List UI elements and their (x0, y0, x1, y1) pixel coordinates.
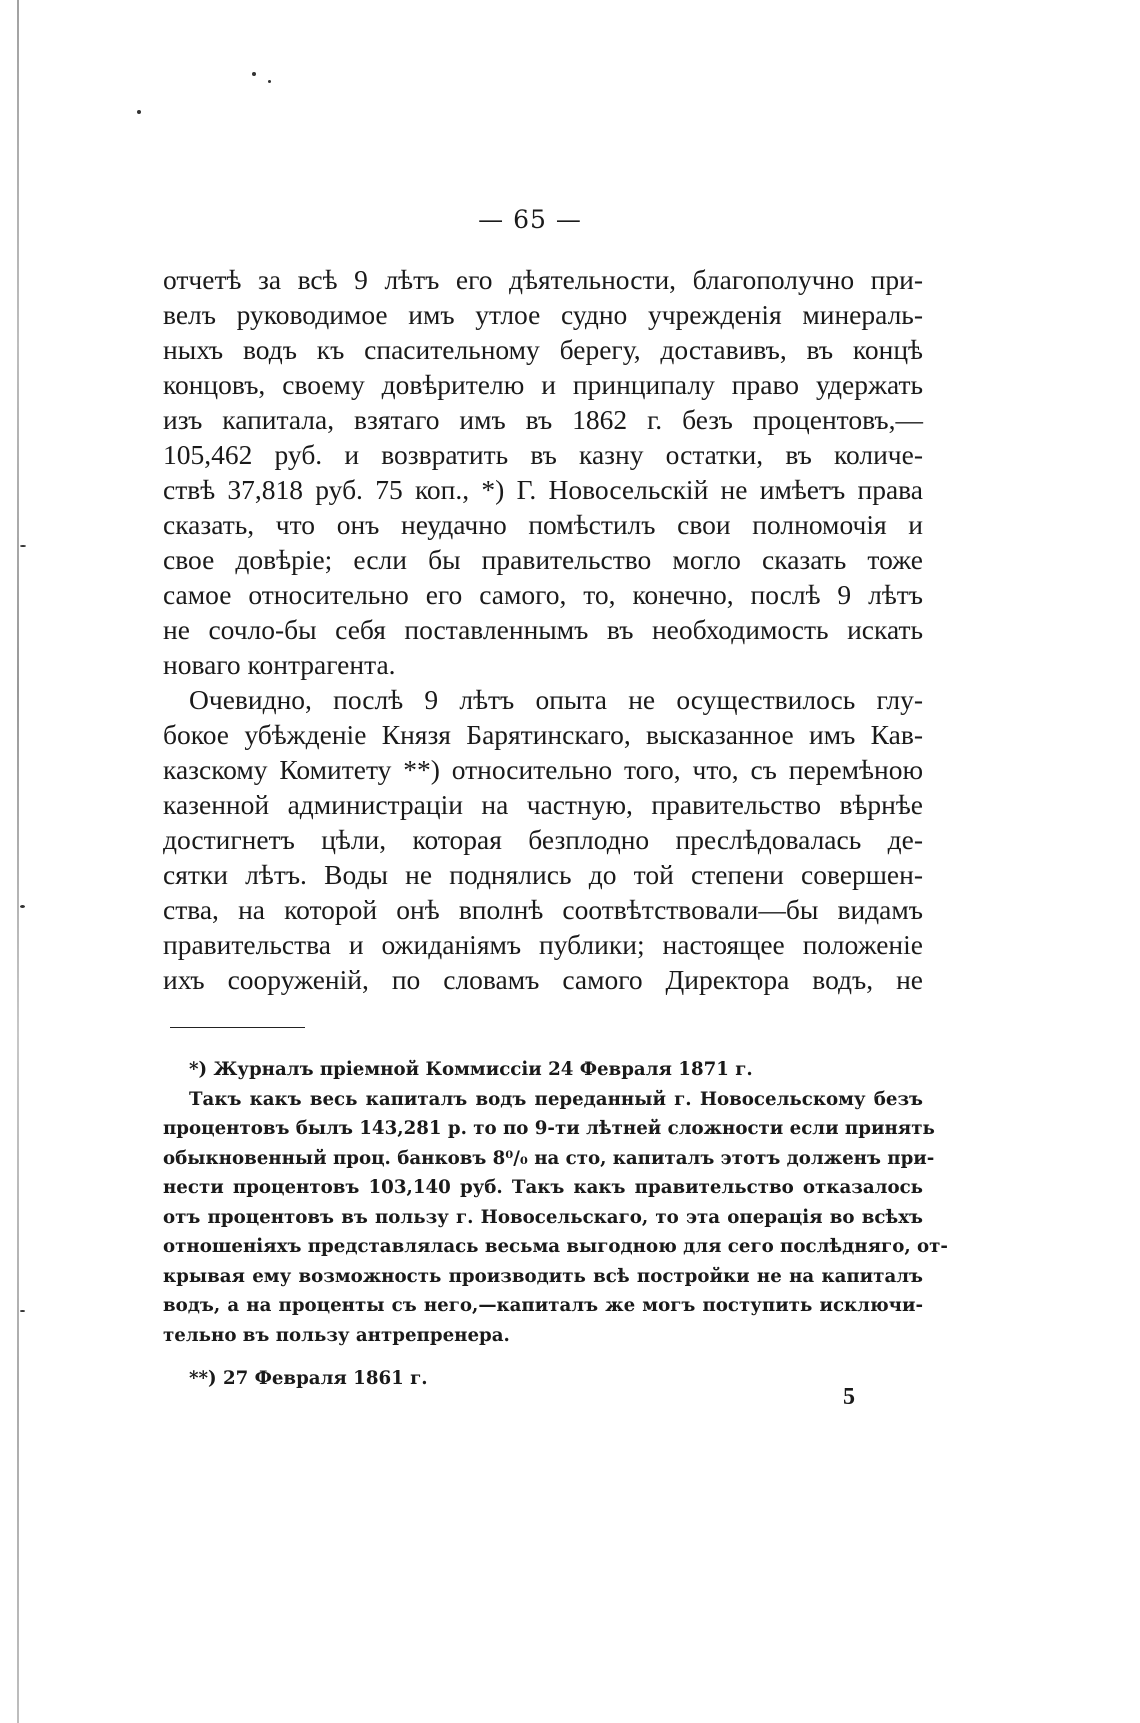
footnote-1-line: нести процентовъ 103,140 руб. Такъ какъ правительство отказалось (163, 1177, 923, 1198)
text-line: ствѣ 37,818 руб. 75 коп., *) Г. Новосельскій не имѣетъ права (163, 474, 923, 505)
scan-speck (137, 110, 141, 114)
text-line: Очевидно, послѣ 9 лѣтъ опыта не осуществилось глу- (189, 684, 923, 715)
footnote-2: **) 27 Февраля 1861 г. (189, 1368, 428, 1389)
footnote-1-line: обыкновенный проц. банковъ 8⁰/₀ на сто, капиталъ этотъ долженъ при- (163, 1147, 935, 1169)
text-line: 105,462 руб. и возвратить въ казну остатки, въ количе- (163, 439, 923, 470)
scan-speck (20, 905, 25, 908)
footnote-divider (170, 1027, 305, 1028)
text-line: отчетѣ за всѣ 9 лѣтъ его дѣятельности, благополучно при- (163, 264, 923, 295)
text-line: самое относительно его самого, то, конечно, послѣ 9 лѣтъ (163, 579, 923, 610)
scan-speck (20, 545, 26, 547)
text-line: бокое убѣжденіе Князя Барятинскаго, высказанное имъ Кав- (163, 719, 923, 750)
signature-mark: 5 (843, 1384, 855, 1410)
footnote-1-line: процентовъ былъ 143,281 р. то по 9-ти лѣтней сложности если принять (163, 1118, 935, 1139)
scan-speck (20, 1310, 25, 1312)
text-line: ства, на которой онѣ вполнѣ соотвѣтствовали—бы видамъ (163, 894, 923, 925)
scan-edge-line (17, 0, 19, 1723)
footnote-1-line: Такъ какъ весь капиталъ водъ переданный г. Новосельскому безъ (189, 1088, 923, 1110)
text-line: казскому Комитету **) относительно того, что, съ перемѣною (163, 754, 923, 785)
main-text (163, 262, 923, 997)
footnote-1-line: отношеніяхъ представлялась весьма выгодною для сего послѣдняго, от- (163, 1236, 948, 1257)
text-line: свое довѣріе; если бы правительство могло сказать тоже (163, 544, 923, 575)
text-line: ныхъ водъ къ спасительному берегу, доставивъ, въ концѣ (163, 334, 923, 365)
text-line: казенной администраціи на частную, правительство вѣрнѣе (163, 789, 923, 820)
text-line: достигнетъ цѣли, которая безплодно преслѣдовалась де- (163, 824, 923, 855)
scan-speck (252, 72, 256, 76)
text-line: правительства и ожиданіямъ публики; настоящее положеніе (163, 929, 923, 960)
text-line: сказать, что онъ неудачно помѣстилъ свои полномочія и (163, 509, 923, 540)
footnote-1-line: крывая ему возможность производить всѣ постройки не на капиталъ (163, 1265, 923, 1287)
footnote-1-line: водъ, а на проценты съ него,—капиталъ же могъ поступить исключи- (163, 1295, 923, 1316)
footnote-spacer (163, 1350, 923, 1364)
text-line: не сочло-бы себя поставленнымъ въ необходимость искать (163, 614, 923, 645)
footnote-1-line: тельно въ пользу антрепренера. (163, 1324, 510, 1346)
footnotes (163, 1055, 948, 1394)
scan-speck (268, 80, 271, 83)
text-line: концовъ, своему довѣрителю и принципалу право удержать (163, 369, 923, 400)
text-line: ихъ сооруженій, по словамъ самого Директора водъ, не (163, 964, 923, 995)
text-line: сятки лѣтъ. Воды не поднялись до той степени совершен- (163, 859, 923, 890)
text-line: новаго контрагента. (163, 649, 396, 680)
footnote-1-heading: *) Журналъ пріемной Коммиссіи 24 Февраля 1871 г. (189, 1059, 753, 1080)
footnote-1-line: отъ процентовъ въ пользу г. Новосельскаго, то эта операція во всѣхъ (163, 1206, 923, 1228)
page-number: — 65 — (478, 205, 582, 234)
text-line: изъ капитала, взятаго имъ въ 1862 г. безъ процентовъ,— (163, 404, 923, 435)
text-line: велъ руководимое имъ утлое судно учрежденія минераль- (163, 299, 923, 330)
